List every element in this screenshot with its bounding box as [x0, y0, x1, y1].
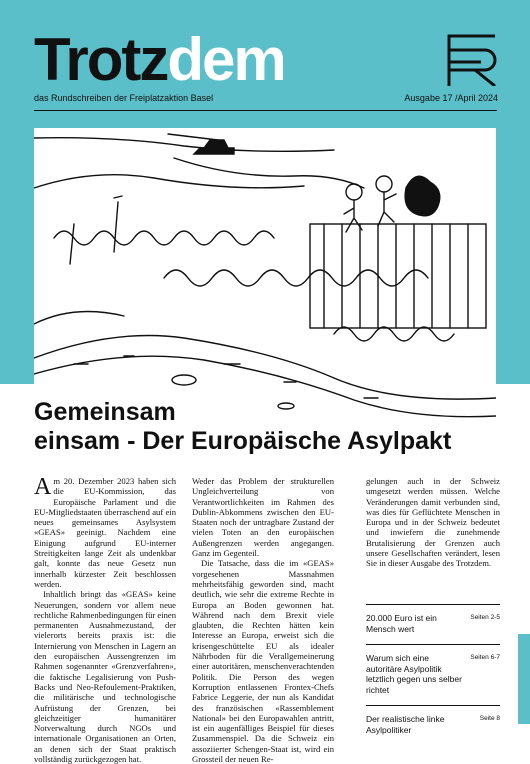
toc-item[interactable] — [366, 644, 500, 705]
drop-cap: A — [34, 474, 52, 500]
article-paragraph: gelungen auch in der Schweiz umgesetzt werden müssen. Welche Veränderungen damit verbunden sind, was dies für Geflüchtete Menschen in Europa und in der Schweiz bedeutet und inwiefern die zunehmende Brutalisierung der Grenzen auch unsere Gesellschaften verändert, lesen Sie in dieser Ausgabe des Trotzdem. — [366, 476, 500, 569]
toc-item-title: 20.000 Euro ist ein Mensch wert — [366, 613, 437, 634]
headline-line-2: einsam - Der Europäische Asylpakt — [34, 427, 452, 455]
article-column-3 — [366, 476, 500, 569]
article-paragraph: Weder das Problem der strukturellen Ungleichverteilung von Verantwortlichkeiten im Rahmen des Dublin-Abkommens zwischen den EU-Staaten noch der untragbare Zustand der vielen Toten an den europäischen Außengrenzen werden angegangen. Ganz im Gegenteil. — [192, 476, 334, 559]
table-of-contents — [366, 604, 500, 745]
toc-item-pages: Seite 8 — [479, 715, 500, 722]
toc-item[interactable] — [366, 604, 500, 644]
article-column-2 — [192, 476, 334, 764]
newspaper-title — [34, 26, 285, 93]
paragraph-text: m 20. Dezember 2023 haben sich die EU-Kommission, das Europäische Parlament und die EU-Mitgliedstaaten überraschend auf ein neues gemeinsames Asylsystem «GEAS» geeinigt. Nachdem eine Einigung aufgrund EU-interner Streitigkeiten lange Zeit als undenkbar galt, konnte das neue Gesetz nun innerhalb kürzester Zeit beschlossen werden. — [34, 476, 176, 589]
masthead — [34, 26, 285, 93]
toc-item-title: Der realistische linke Asylpolitiker — [366, 714, 445, 735]
article-headline — [34, 398, 504, 456]
toc-item-pages: Seiten 2-5 — [470, 614, 500, 621]
masthead-subtitle: das Rundschreiben der Freiplatzaktion Basel — [34, 93, 214, 103]
toc-item-title: Warum sich eine autoritäre Asylpolitik letztlich gegen uns selber richtet — [366, 653, 462, 695]
toc-item-pages: Seiten 6-7 — [470, 654, 500, 661]
title-part-light: dem — [167, 26, 285, 93]
article-column-1 — [34, 476, 176, 764]
article-paragraph: Inhaltlich bringt das «GEAS» keine Neuerungen, sondern vor allem neue rechtliche Rahmenbedingungen für einen permanenten Ausnahmezustand, der vielerorts bereits praxis ist: die Internierung von Menschen in Lagern an den europäischen Aussengrenzen im Rahmen sogenannter «Grenzverfahren», die faktische Legalisierung von Push-Backs und Neo-Refoulement-Praktiken, die militärische und technologische Aufrüstung der Grenzen, bei gleichzeitiger humanitärer Notverwaltung durch NGOs und internationale Organisationen an Orten, an denen sich der Staat praktisch vollständig zurückgezogen hat. — [34, 589, 176, 764]
article-paragraph — [34, 476, 176, 589]
masthead-rule — [34, 110, 497, 111]
issue-number: Ausgabe 17 /April 2024 — [404, 93, 498, 103]
side-accent-tab — [518, 634, 530, 724]
article-paragraph: Die Tatsache, dass die im «GEAS» vorgesehenen Massnahmen mehrheitsfähig geworden sind, macht deutlich, wie sehr die extreme Rechte in Europa an Boden gewonnen hat. Während nach dem Brexit viele glaubten, die Rechten hätten kein Interesse an Europa, erweist sich die krisengeschüttelte EU als idealer Nährboden für die Verallgemeinerung einer autoritären, menschenverachtenden Politik. Die Person des wegen Korruption entlassenen Frontex-Chefs Fabrice Leggerie, der nun als Kandidat des französischen «Rassemblement National» bei den Europawahlen antritt, ist ein augenfälliges Beispiel für dieses Zusammenspiel. Da die Schweiz ein assoziierter Schengen-Staat ist, wird ein Grossteil der neuen Re- — [192, 558, 334, 764]
title-part-dark: Trotz — [34, 26, 168, 93]
headline-line-1: Gemeinsam — [34, 398, 176, 426]
fr-logo-icon — [445, 32, 499, 86]
cover-illustration — [34, 128, 496, 426]
toc-item[interactable] — [366, 705, 500, 745]
